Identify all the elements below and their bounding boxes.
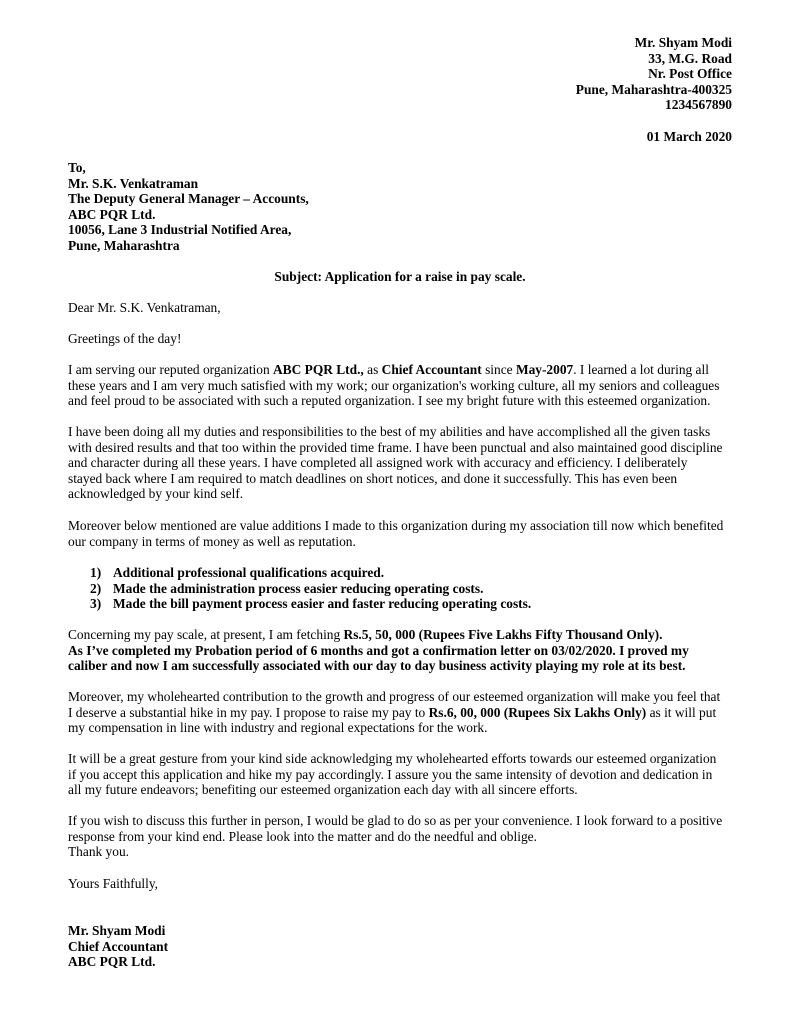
paragraph-raise-proposal: [68, 689, 732, 736]
paragraph-duties: [68, 424, 732, 502]
subject-line: Subject: Application for a raise in pay scale.: [274, 269, 526, 284]
list-item-text: Made the bill payment process easier and faster reducing operating costs.: [113, 596, 532, 612]
paragraph-gesture: [68, 751, 732, 798]
sender-address-line-1: 33, M.G. Road: [648, 50, 732, 66]
paragraph-pay-scale: [68, 627, 732, 674]
paragraph-duties-line-5: acknowledged by your kind self.: [68, 486, 244, 502]
text-run: Concerning my pay scale, at present, I am fetching: [68, 627, 344, 642]
paragraph-gesture-line-1: It will be a great gesture from your kind side acknowledging my wholehearted efforts towards our esteemed organization: [68, 751, 717, 766]
recipient-title: The Deputy General Manager – Accounts,: [68, 191, 309, 207]
text-run: I am serving our reputed organization: [68, 362, 274, 377]
paragraph-duties-line-1: I have been doing all my duties and responsibilities to the best of my abilities and have accomplished all the given tasks: [68, 424, 711, 439]
text-run: as: [363, 362, 382, 377]
closing: Yours Faithfully,: [68, 876, 159, 891]
salutation: Dear Mr. S.K. Venkatraman,: [68, 300, 221, 315]
paragraph-gesture-line-2: if you accept this application and hike my pay accordingly. I assure you the same intensity of devotion and dedication in: [68, 766, 713, 782]
paragraph-pay-scale-line-1: [68, 627, 732, 643]
signature-title: Chief Accountant: [68, 938, 169, 954]
sender-city: Pune, Maharashtra-400325: [575, 81, 732, 97]
paragraph-gesture-line-3: all my future endeavors; benefiting our esteemed organization each day with all sincere efforts.: [68, 782, 578, 798]
paragraph-raise-proposal-line-3: my compensation in line with industry and regional expectations for the work.: [68, 720, 488, 736]
current-pay-bold: Rs.5, 50, 000 (Rupees Five Lakhs Fifty Thousand Only).: [343, 627, 663, 642]
paragraph-intro: [68, 362, 732, 409]
paragraph-intro-line-3: and feel proud to be associated with such a reputed organization. I see my bright future with this esteemed organization.: [68, 393, 711, 409]
paragraph-duties-line-4: stayed back where I am required to match deadlines on short notices, and done it successfully. This has even been: [68, 470, 678, 486]
list-item-text: Made the administration process easier reducing operating costs.: [113, 580, 484, 596]
company-name-bold: ABC PQR Ltd.,: [273, 362, 364, 377]
paragraph-duties-line-3: and character during all these years. I have completed all assigned work with accuracy and efficiency. I deliberately: [68, 455, 688, 471]
recipient-name: Mr. S.K. Venkatraman: [68, 175, 199, 191]
paragraph-closing-line-3: Thank you.: [68, 844, 129, 860]
start-date-bold: May-2007: [515, 362, 574, 377]
sender-address-line-2: Nr. Post Office: [648, 66, 732, 82]
list-item-number: 1): [90, 565, 102, 580]
paragraph-intro-line-2: these years and I am very much satisfied with my work; our organization's working culture, all my seniors and colleagues: [68, 377, 720, 393]
paragraph-closing-line-1: If you wish to discuss this further in person, I would be glad to do so as per your convenience. I look forward to a positive: [68, 813, 723, 828]
list-item: [90, 581, 531, 597]
list-item-number: 3): [90, 596, 102, 612]
recipient-address-block: [68, 160, 309, 254]
recipient-city: Pune, Maharashtra: [68, 237, 180, 253]
list-item-text: Additional professional qualifications acquired.: [113, 565, 385, 580]
paragraph-closing: [68, 813, 732, 860]
list-item: [90, 596, 531, 612]
text-run: I deserve a substantial hike in my pay. I propose to raise my pay to: [68, 704, 429, 720]
paragraph-duties-line-2: with desired results and that too within the provided time frame. I have been punctual and also maintained good discipline: [68, 439, 723, 455]
recipient-company: ABC PQR Ltd.: [68, 206, 156, 222]
text-run: since: [481, 362, 516, 377]
paragraph-intro-line-1: [68, 362, 732, 378]
recipient-address: 10056, Lane 3 Industrial Notified Area,: [68, 222, 292, 238]
paragraph-raise-proposal-line-2: [68, 705, 732, 721]
paragraph-value-additions-line-2: our company in terms of money as well as reputation.: [68, 533, 356, 549]
signature-name: Mr. Shyam Modi: [68, 923, 166, 938]
proposed-pay-bold: Rs.6, 00, 000 (Rupees Six Lakhs Only): [428, 704, 647, 720]
text-run: . I learned a lot during all: [573, 362, 709, 377]
signature-block: [68, 923, 168, 970]
paragraph-value-additions: [68, 518, 732, 549]
paragraph-value-additions-line-1: Moreover below mentioned are value additions I made to this organization during my association till now which benefited: [68, 518, 724, 533]
list-item: [90, 565, 531, 581]
sender-name: Mr. Shyam Modi: [634, 35, 732, 50]
recipient-to: To,: [68, 160, 86, 175]
sender-phone: 1234567890: [665, 97, 732, 113]
position-bold: Chief Accountant: [381, 362, 482, 377]
value-additions-list: [90, 565, 531, 612]
letter-date: 01 March 2020: [646, 129, 732, 144]
greeting: Greetings of the day!: [68, 331, 182, 346]
text-run: as it will put: [646, 704, 717, 720]
paragraph-pay-scale-line-3: caliber and now I am successfully associated with our day to day business activity playing my role at its best.: [68, 658, 686, 674]
sender-address-block: [576, 35, 732, 113]
list-item-number: 2): [90, 580, 102, 596]
paragraph-raise-proposal-line-1: Moreover, my wholehearted contribution to the growth and progress of our esteemed organization will make you feel that: [68, 689, 721, 704]
paragraph-closing-line-2: response from your kind end. Please look into the matter and do the needful and oblige.: [68, 828, 537, 844]
signature-company: ABC PQR Ltd.: [68, 954, 156, 970]
paragraph-pay-scale-line-2: As I’ve completed my Probation period of 6 months and got a confirmation letter on 03/02/2020. I proved my: [68, 642, 689, 658]
